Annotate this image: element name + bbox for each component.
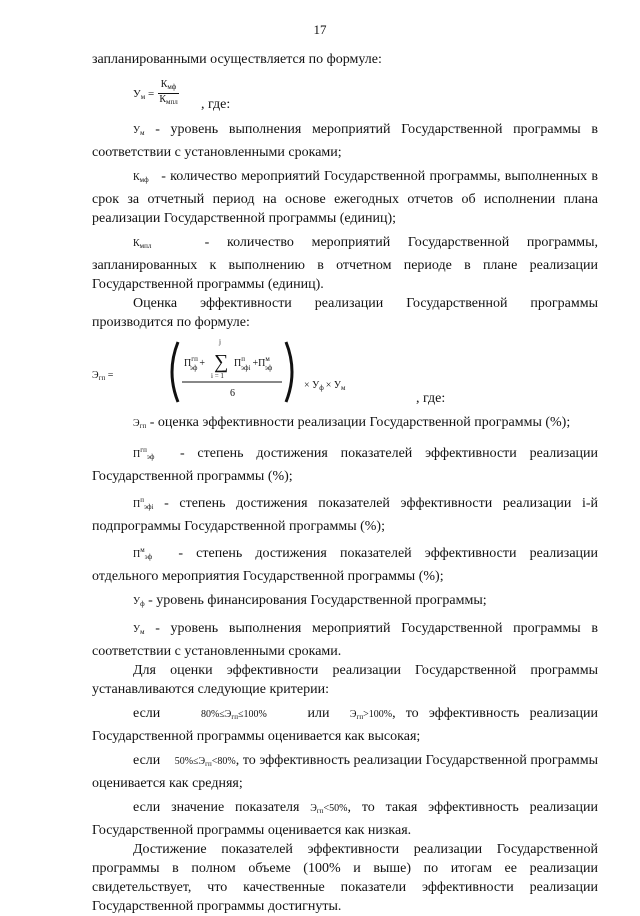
definition-um: $У_м$ - уровень выполнения мероприятий Государственной программы в соответствии с установленными сроками; [92, 122, 598, 160]
formula-um [133, 79, 598, 115]
formula-um-where: , где: [201, 97, 231, 112]
svg-text:j: j [219, 338, 221, 346]
svg-text:× Уф× Ум: × $У_ф \times У_м$ [304, 380, 346, 392]
sum-icon: ∑ [214, 351, 229, 373]
formula-um-lhs: $У_м$ = [133, 87, 155, 101]
definition-uf: $У_ф$ - уровень финансирования Государственной программы; [133, 593, 487, 608]
criterion-low: если значение показателя $Э_{гп}<50\%$, то такая эффективность реализации Государственной программы оценивается как низкая. [92, 800, 598, 838]
svg-text:i = 1: i = 1 [211, 372, 224, 380]
formula-egp-svg [92, 336, 598, 408]
eval-intro: Оценка эффективности реализации Государственной программы производится по формуле: [92, 296, 598, 330]
intro-line: запланированными осуществляется по формуле: [92, 52, 382, 67]
svg-text:Эгп =: $Э_{гп}$ = [92, 370, 114, 382]
right-paren-icon [286, 342, 292, 402]
definition-pgp: $П^{гп}_{эф}$ - степень достижения показателей эффективности реализации Государственной программы (%); [92, 446, 599, 484]
definition-egp: $Э_{гп}$ - оценка эффективности реализации Государственной программы (%); [133, 415, 571, 430]
svg-text:, где:: , где: [416, 391, 446, 406]
formula-um-fraction: $\frac{К_{мф}}{К_{мпл}}$ [159, 79, 178, 106]
page-number: 17 [313, 22, 327, 37]
definition-pp: $П^п_{эфi}$ - степень достижения показателей эффективности реализации i-й подпрограммы Государственной программы (%); [92, 496, 598, 534]
definition-um-2: $У_м$ - уровень выполнения мероприятий Государственной программы в соответствии с установленными сроками. [92, 621, 598, 659]
page-body [92, 50, 598, 916]
left-paren-icon [172, 342, 178, 402]
definition-pm: $П^м_{эф}$ - степень достижения показателей эффективности реализации отдельного мероприятия Государственной программы (%); [92, 546, 599, 584]
svg-text:Пгпэф+: $П^{гп}$ эф + [184, 355, 205, 372]
final-paragraph: Достижение показателей эффективности реализации Государственной программы в полном объеме (100% и выше) по итогам ее реализации свидетельствует, что качественные показатели эффективности реализации Государственной программы достигнуты. [92, 842, 598, 914]
definition-kmf: $К_{мф}$ - количество мероприятий Государственной программы, выполненных в срок за отчетный период на основе ежегодных отчетов об исполнении плана реализации Государственной программы (единиц); [92, 169, 598, 226]
svg-text:6: 6 [230, 388, 235, 399]
criterion-medium: если $50\%\le Э_{гп}<80\%$, то эффективность реализации Государственной программы оценивается как средняя; [92, 753, 599, 791]
formula-egp [92, 336, 598, 408]
svg-text:Ппэфi+Пмэф: $П^п$ эфi $+П^м$ эф [234, 355, 273, 372]
definition-kmpl: $К_{мпл}$ - количество мероприятий Государственной программы, запланированных к выполнению в отчетном периоде в плане реализации Государственной программы (единиц). [92, 235, 599, 292]
criterion-high: если $80\%\le Э_{гп}\le 100\%$ или $Э_{гп}>100\%$, то эффективность реализации Государственной программы оценивается как высокая; [92, 706, 599, 744]
criteria-intro: Для оценки эффективности реализации Государственной программы устанавливаются следующие критерии: [92, 663, 598, 697]
